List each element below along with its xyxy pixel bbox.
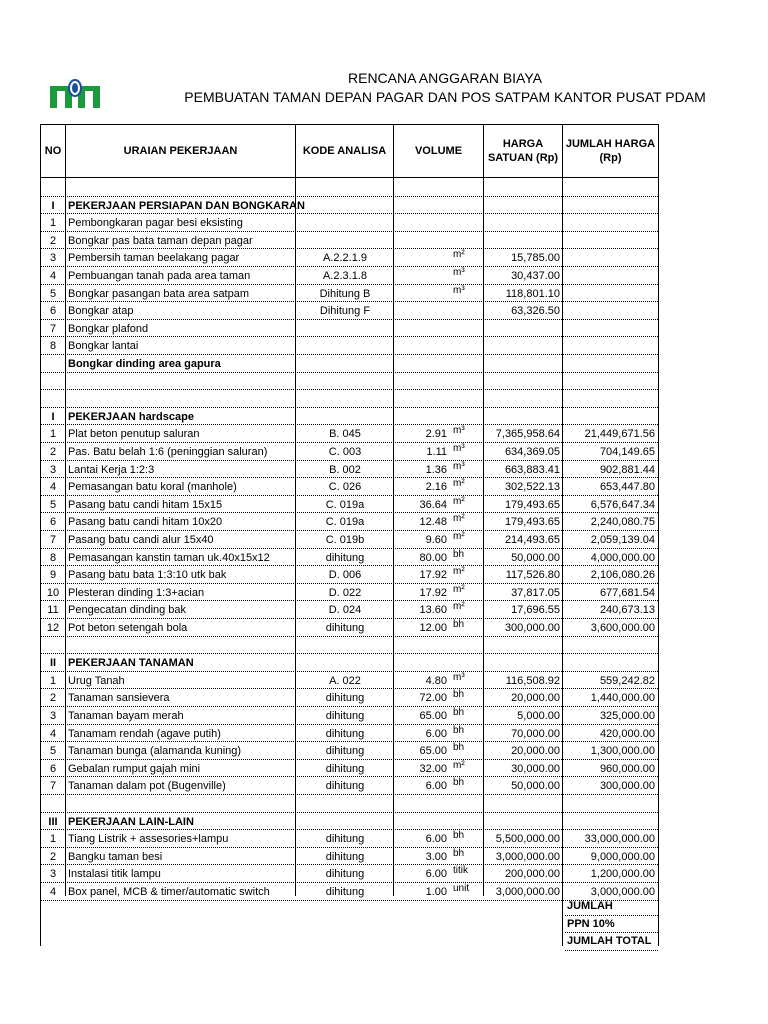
row-kode-analisa: dihitung [325, 692, 365, 705]
row-unit: m² [453, 531, 465, 542]
row-unit: m³ [453, 425, 465, 437]
row-kode-analisa: C. 026 [328, 481, 362, 494]
header-volume: VOLUME [394, 125, 484, 177]
row-volume: 6.00 [425, 868, 447, 881]
row-kode-analisa: dihitung [325, 833, 365, 846]
row-harga-satuan: 300,000.00 [504, 622, 560, 634]
row-no: 3 [49, 710, 57, 722]
row-no: 5 [49, 498, 57, 511]
table-row [41, 478, 658, 496]
rab-table [40, 124, 659, 946]
row-kode-analisa: dihitung [325, 850, 365, 863]
row-unit: m³ [453, 267, 465, 278]
row-no: 10 [46, 586, 60, 599]
row-jumlah-harga: 2,106,080.26 [590, 569, 655, 582]
table-row [41, 531, 658, 549]
row-kode-analisa: C. 019a [325, 516, 365, 529]
row-harga-satuan: 116,508.92 [505, 674, 560, 687]
row-uraian: Tanamam rendah (agave putih) [68, 727, 221, 740]
table-row [41, 584, 658, 602]
row-no: 6 [49, 516, 57, 529]
row-uraian: Pot beton setengah bola [68, 622, 188, 634]
row-no: 4 [49, 886, 57, 898]
table-row [41, 601, 658, 619]
row-uraian: Lantai Kerja 1:2:3 [68, 463, 155, 476]
row-volume: 12.48 [419, 516, 447, 529]
table-row [41, 549, 658, 567]
row-volume: 12.00 [419, 622, 447, 634]
row-harga-satuan: 117,526.80 [505, 569, 560, 582]
row-harga-satuan: 663,883.41 [504, 463, 560, 476]
table-row [41, 830, 658, 848]
row-kode-analisa: C. 019a [325, 498, 365, 511]
row-uraian: Bongkar plafond [68, 322, 149, 335]
row-jumlah-harga: 704,149.65 [599, 446, 655, 458]
row-volume: 17.92 [419, 586, 447, 599]
row-unit: bh [453, 724, 465, 736]
row-no: 3 [49, 252, 57, 265]
table-row [41, 373, 658, 391]
table-row [41, 249, 658, 267]
row-jumlah-harga: 33,000,000.00 [584, 833, 655, 846]
row-volume: 1.11 [426, 446, 447, 458]
row-harga-satuan: 63,326.50 [511, 305, 560, 318]
row-uraian: Pembersih taman beelakang pagar [68, 252, 240, 265]
row-harga-satuan: 214,493.65 [504, 534, 560, 546]
row-harga-satuan: 17,696.55 [511, 604, 560, 617]
row-unit: bh [453, 689, 465, 701]
row-uraian: Pengecatan dinding bak [68, 604, 187, 617]
table-row [41, 197, 658, 215]
row-uraian: Plat beton penutup saluran [68, 428, 200, 441]
row-harga-satuan: 3,000,000.00 [495, 886, 560, 898]
row-volume: 17.92 [419, 569, 447, 582]
table-row [41, 813, 658, 831]
row-volume: 13.60 [419, 604, 447, 617]
row-volume: 3.00 [425, 850, 447, 863]
row-unit: m² [453, 583, 465, 595]
row-no: 5 [49, 287, 57, 300]
row-uraian: Pas. Batu belah 1:6 (peninggian saluran) [68, 446, 268, 458]
row-unit: m² [453, 601, 465, 613]
row-volume: 65.00 [419, 710, 447, 722]
row-no: II [49, 657, 57, 670]
row-no: 2 [49, 850, 57, 863]
row-harga-satuan: 20,000.00 [511, 692, 560, 705]
row-uraian: Tanaman bayam merah [68, 710, 184, 722]
row-no: 2 [49, 234, 57, 247]
table-row [41, 408, 658, 426]
table-row [41, 742, 658, 760]
header-kode: KODE ANALISA [296, 125, 394, 177]
row-uraian: Box panel, MCB & timer/automatic switch [68, 886, 270, 898]
row-no: 1 [49, 428, 57, 441]
row-no: 1 [49, 217, 57, 230]
row-unit: m² [453, 759, 465, 771]
row-uraian: Plesteran dinding 1:3+acian [68, 586, 205, 599]
row-unit: m² [453, 249, 465, 261]
document-subtitle: PEMBUATAN TAMAN DEPAN PAGAR DAN POS SATPAM KANTOR PUSAT PDAM [184, 89, 706, 105]
table-row [41, 654, 658, 672]
row-uraian: PEKERJAAN PERSIAPAN DAN BONGKARAN [68, 199, 305, 212]
row-no: 7 [49, 534, 57, 546]
row-kode-analisa: D. 022 [328, 586, 362, 599]
row-jumlah-harga: 325,000.00 [599, 710, 655, 722]
table-row [41, 320, 658, 338]
row-kode-analisa: dihitung [325, 551, 365, 564]
table-header [41, 125, 658, 178]
row-volume: 65.00 [419, 745, 447, 758]
row-uraian: PEKERJAAN LAIN-LAIN [68, 815, 194, 828]
row-no: 3 [49, 463, 57, 476]
row-kode-analisa: dihitung [325, 780, 365, 793]
table-row [41, 777, 658, 795]
row-uraian: PEKERJAAN hardscape [68, 410, 194, 423]
row-uraian: Bongkar pasangan bata area satpam [68, 287, 250, 300]
row-no: I [51, 199, 55, 212]
row-no: 7 [49, 780, 57, 793]
row-no: 4 [49, 727, 57, 740]
row-unit: bh [453, 847, 465, 859]
row-jumlah-harga: 677,681.54 [599, 586, 655, 599]
row-jumlah-harga: 960,000.00 [599, 762, 655, 775]
row-harga-satuan: 30,437.00 [511, 270, 560, 282]
row-no: 8 [49, 551, 57, 564]
row-harga-satuan: 302,522.13 [504, 481, 560, 494]
row-kode-analisa: dihitung [325, 745, 365, 758]
table-row [41, 760, 658, 778]
row-uraian: Pasang batu candi hitam 15x15 [68, 498, 223, 511]
row-jumlah-harga: 21,449,671.56 [584, 428, 655, 441]
row-harga-satuan: 37,817.05 [511, 586, 560, 599]
table-row [41, 285, 658, 303]
row-uraian: Pemasangan batu koral (manhole) [68, 481, 237, 494]
row-volume: 72.00 [419, 692, 447, 705]
row-kode-analisa: B. 002 [329, 463, 361, 476]
row-harga-satuan: 50,000.00 [511, 551, 560, 564]
row-unit: m² [453, 478, 465, 490]
row-no: 11 [47, 604, 59, 617]
table-row [41, 337, 658, 355]
table-row [41, 461, 658, 479]
row-harga-satuan: 634,369.05 [504, 446, 560, 458]
table-row [41, 425, 658, 443]
row-harga-satuan: 3,000,000.00 [495, 850, 560, 863]
row-volume: 6.00 [425, 727, 447, 740]
row-unit: m² [453, 495, 465, 507]
row-uraian: Pembuangan tanah pada area taman [68, 270, 251, 282]
summary-label: PPN 10% [565, 916, 658, 934]
row-uraian: Pembongkaran pagar besi eksisting [68, 217, 243, 230]
row-no: 1 [49, 674, 57, 687]
row-uraian: Urug Tanah [68, 674, 125, 687]
row-kode-analisa: Dihitung B [319, 287, 371, 300]
row-jumlah-harga: 4,000,000.00 [590, 551, 655, 564]
row-kode-analisa: A. 022 [329, 674, 361, 687]
row-volume: 4.80 [425, 674, 447, 687]
row-volume: 1.00 [425, 886, 447, 898]
row-kode-analisa: dihitung [325, 868, 365, 881]
row-uraian: Bongkar dinding area gapura [68, 358, 221, 370]
header-uraian: URAIAN PEKERJAAN [66, 125, 296, 177]
row-kode-analisa: D. 024 [328, 604, 362, 617]
row-kode-analisa: C. 003 [328, 446, 362, 458]
row-volume: 2.91 [425, 428, 447, 441]
row-no: 4 [49, 270, 57, 282]
table-row [41, 390, 658, 408]
row-unit: bh [453, 777, 465, 789]
row-jumlah-harga: 2,059,139.04 [590, 534, 655, 546]
table-row [41, 848, 658, 866]
row-kode-analisa: dihitung [325, 710, 365, 722]
row-kode-analisa: A.2.2.1.9 [322, 252, 368, 265]
row-uraian: Pasang batu candi hitam 10x20 [68, 516, 223, 529]
row-no: 8 [49, 340, 57, 353]
table-row [41, 865, 658, 883]
table-row [41, 619, 658, 637]
table-row [41, 637, 658, 655]
row-unit: bh [453, 707, 465, 718]
row-uraian: Bongkar atap [68, 305, 134, 318]
header-jumlah: JUMLAH HARGA (Rp) [565, 138, 656, 164]
row-unit: m² [453, 566, 465, 578]
table-row [41, 443, 658, 461]
row-unit: bh [453, 742, 465, 754]
row-harga-satuan: 7,365,958.64 [495, 428, 560, 441]
row-jumlah-harga: 2,240,080.75 [590, 516, 655, 529]
row-uraian: Bongkar lantai [68, 340, 139, 353]
row-harga-satuan: 20,000.00 [511, 745, 560, 758]
row-jumlah-harga: 1,440,000.00 [590, 692, 655, 705]
row-jumlah-harga: 6,576,647.34 [590, 498, 655, 511]
table-row [41, 496, 658, 514]
row-harga-satuan: 179,493.65 [504, 516, 560, 529]
row-harga-satuan: 118,801.10 [505, 287, 560, 300]
row-no: 1 [49, 833, 57, 846]
row-volume: 36.64 [419, 498, 447, 511]
row-jumlah-harga: 420,000.00 [599, 727, 655, 740]
row-harga-satuan: 70,000.00 [511, 727, 560, 740]
row-kode-analisa: Dihitung F [319, 305, 371, 318]
table-row [41, 179, 658, 197]
row-harga-satuan: 50,000.00 [511, 780, 560, 793]
table-row [41, 267, 658, 285]
row-unit: m³ [453, 443, 465, 454]
row-jumlah-harga: 1,200,000.00 [590, 868, 655, 881]
row-kode-analisa: A.2.3.1.8 [322, 270, 368, 282]
row-no: 2 [49, 692, 57, 705]
table-row [41, 795, 658, 813]
row-unit: m² [453, 513, 465, 525]
table-row [41, 513, 658, 531]
row-volume: 1.36 [425, 463, 447, 476]
row-no: 2 [49, 446, 57, 458]
row-kode-analisa: dihitung [325, 727, 365, 740]
row-volume: 2.16 [425, 481, 447, 494]
summary-label: JUMLAH [565, 898, 658, 916]
row-no: 3 [49, 868, 57, 881]
row-uraian: Tanaman dalam pot (Bugenville) [68, 780, 226, 793]
header-harga: HARGA SATUAN (Rp) [484, 125, 563, 177]
row-unit: bh [453, 830, 465, 842]
row-no: I [51, 410, 55, 423]
row-volume: 32.00 [419, 762, 447, 775]
table-row [41, 707, 658, 725]
row-no: 6 [49, 305, 57, 318]
row-volume: 6.00 [425, 780, 447, 793]
row-jumlah-harga: 3,000,000.00 [590, 886, 655, 898]
row-jumlah-harga: 3,600,000.00 [590, 622, 655, 634]
row-volume: 6.00 [425, 833, 447, 846]
table-row [41, 355, 658, 373]
row-kode-analisa: C. 019b [325, 534, 365, 546]
table-row [41, 302, 658, 320]
row-uraian: Tanaman sansievera [68, 692, 170, 705]
row-uraian: Bangku taman besi [68, 850, 163, 863]
row-harga-satuan: 30,000.00 [511, 762, 560, 775]
row-jumlah-harga: 559,242.82 [599, 674, 655, 687]
row-kode-analisa: dihitung [325, 886, 365, 898]
row-kode-analisa: B. 045 [329, 428, 361, 441]
row-volume: 9.60 [425, 534, 447, 546]
table-row [41, 566, 658, 584]
row-jumlah-harga: 240,673.13 [599, 604, 655, 617]
row-no: 9 [49, 569, 57, 582]
row-no: 6 [49, 762, 57, 775]
row-unit: bh [453, 548, 465, 560]
row-jumlah-harga: 9,000,000.00 [590, 850, 655, 863]
row-no: 12 [46, 622, 60, 634]
row-harga-satuan: 5,500,000.00 [495, 833, 560, 846]
row-uraian: Pemasangan kanstin taman uk.40x15x12 [68, 551, 270, 564]
row-uraian: Gebalan rumput gajah mini [68, 762, 201, 775]
row-harga-satuan: 179,493.65 [504, 498, 560, 511]
row-kode-analisa: D. 006 [328, 569, 362, 582]
row-no: III [48, 815, 58, 828]
table-row [41, 214, 658, 232]
row-uraian: Bongkar pas bata taman depan pagar [68, 234, 253, 247]
row-volume: 80.00 [419, 551, 447, 564]
header-no: NO [41, 125, 66, 177]
row-kode-analisa: dihitung [325, 622, 365, 634]
row-unit: unit [453, 883, 470, 894]
row-jumlah-harga: 653,447.80 [599, 481, 655, 494]
row-jumlah-harga: 902,881.44 [599, 463, 655, 476]
row-harga-satuan: 15,785.00 [511, 252, 560, 265]
table-row [41, 232, 658, 250]
row-uraian: Pasang batu candi alur 15x40 [68, 534, 214, 546]
summary-label: JUMLAH TOTAL [565, 933, 658, 951]
row-unit: m³ [453, 460, 465, 472]
row-unit: bh [453, 619, 465, 630]
document-title: RENCANA ANGGARAN BIAYA [348, 70, 542, 86]
row-jumlah-harga: 1,300,000.00 [590, 745, 655, 758]
table-row [41, 725, 658, 743]
row-uraian: Tanaman bunga (alamanda kuning) [68, 745, 242, 758]
row-uraian: PEKERJAAN TANAMAN [68, 657, 194, 670]
row-jumlah-harga: 300,000.00 [599, 780, 655, 793]
row-harga-satuan: 5,000.00 [517, 710, 560, 722]
table-row [41, 672, 658, 690]
row-uraian: Pasang batu bata 1:3:10 utk bak [68, 569, 227, 582]
row-harga-satuan: 200,000.00 [504, 868, 560, 881]
row-uraian: Tiang Listrik + assesories+lampu [68, 833, 229, 846]
row-no: 5 [49, 745, 57, 758]
row-unit: m³ [453, 671, 465, 683]
row-uraian: Instalasi titik lampu [68, 868, 161, 881]
row-no: 4 [49, 481, 57, 494]
table-row [41, 689, 658, 707]
row-unit: titik [453, 865, 468, 877]
row-unit: m³ [453, 284, 465, 296]
row-kode-analisa: dihitung [325, 762, 365, 775]
row-no: 7 [49, 322, 57, 335]
